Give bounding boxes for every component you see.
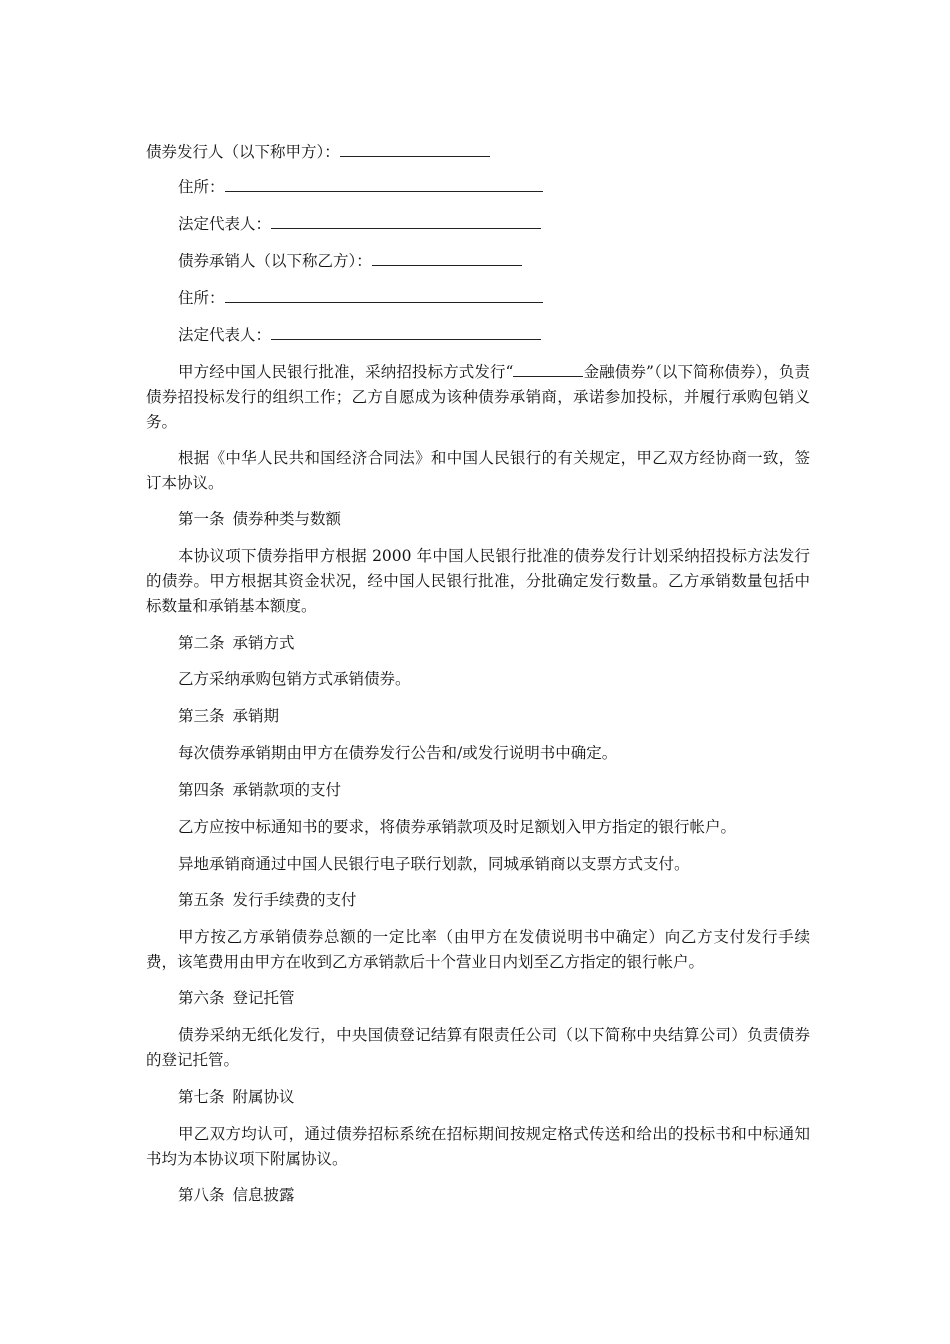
intro-p1-after: 金融债券”（以下简称债券），负责债券招投标发行的组织工作；乙方自愿成为该种债券承销商，承诺参加投标，并履行承购包销义务。 (146, 363, 810, 431)
article-1-heading (178, 508, 341, 531)
article-2-title: 承销方式 (232, 634, 295, 652)
article-6-title: 登记托管 (232, 989, 295, 1007)
article-6-number: 第六条 (178, 989, 225, 1007)
article-1-title: 债券种类与数额 (232, 510, 342, 528)
intro-p1-before: 甲方经中国人民银行批准，采纳招投标方式发行“ (178, 363, 514, 381)
article-4-paragraph-1: 乙方应按中标通知书的要求，将债券承销款项及时足额划入甲方指定的银行帐户。 (178, 818, 737, 836)
article-7-title: 附属协议 (232, 1088, 295, 1106)
intro-paragraph-2: 根据《中华人民共和国经济合同法》和中国人民银行的有关规定，甲乙双方经协商一致，签订本协议。 (146, 449, 810, 492)
article-4-number: 第四条 (178, 781, 225, 799)
underwriter-address-label: 住所： (178, 289, 225, 307)
article-1-number: 第一条 (178, 510, 225, 528)
article-3-heading (178, 705, 279, 728)
article-5-title: 发行手续费的支付 (232, 891, 357, 909)
underwriter-address-blank (225, 287, 543, 303)
underwriter-blank (372, 250, 522, 266)
article-7-paragraph: 甲乙双方均认可，通过债券招标系统在招标期间按规定格式传送和给出的投标书和中标通知书均为本协议项下附属协议。 (146, 1125, 810, 1168)
issuer-rep-label: 法定代表人： (178, 215, 272, 233)
article-4-paragraph-2: 异地承销商通过中国人民银行电子联行划款，同城承销商以支票方式支付。 (178, 855, 690, 873)
article-3-number: 第三条 (178, 707, 225, 725)
underwriter-line (178, 250, 842, 273)
issuer-line (146, 141, 810, 164)
issuer-address-blank (225, 176, 543, 192)
underwriter-rep-line (178, 324, 842, 347)
article-6-paragraph: 债券采纳无纸化发行，中央国债登记结算有限责任公司（以下简称中央结算公司）负责债券的登记托管。 (146, 1026, 810, 1069)
article-5-paragraph: 甲方按乙方承销债券总额的一定比率（由甲方在发债说明书中确定）向乙方支付发行手续费，该笔费用由甲方在收到乙方承销款后十个营业日内划至乙方指定的银行帐户。 (146, 928, 810, 971)
article-3-paragraph: 每次债券承销期由甲方在债券发行公告和/或发行说明书中确定。 (178, 744, 618, 762)
article-6-heading (178, 987, 295, 1010)
article-1-paragraph: 本协议项下债券指甲方根据 2000 年中国人民银行批准的债券发行计划采纳招投标方法发行的债券。甲方根据其资金状况，经中国人民银行批准，分批确定发行数量。乙方承销数量包括中标数量和承销基本额度。 (146, 547, 810, 615)
issuer-address-label: 住所： (178, 178, 225, 196)
underwriter-rep-label: 法定代表人： (178, 326, 272, 344)
issuer-label: 债券发行人（以下称甲方）： (146, 143, 340, 161)
article-3-title: 承销期 (232, 707, 280, 725)
issuer-blank (340, 141, 490, 157)
article-2-number: 第二条 (178, 634, 225, 652)
article-7-number: 第七条 (178, 1088, 225, 1106)
article-4-title: 承销款项的支付 (232, 781, 342, 799)
article-2-heading (178, 632, 295, 655)
article-5-number: 第五条 (178, 891, 225, 909)
underwriter-rep-blank (271, 324, 541, 340)
issuer-rep-line (178, 213, 842, 236)
underwriter-address-line (178, 287, 842, 310)
underwriter-label: 债券承销人（以下称乙方）： (178, 252, 372, 270)
issuer-rep-blank (271, 213, 541, 229)
article-8-number: 第八条 (178, 1186, 225, 1204)
article-5-heading (178, 889, 357, 912)
bond-name-blank (513, 361, 583, 377)
article-8-heading (178, 1184, 295, 1207)
article-7-heading (178, 1086, 295, 1109)
intro-paragraph-1 (146, 360, 810, 435)
article-2-paragraph: 乙方采纳承购包销方式承销债券。 (178, 670, 411, 688)
issuer-address-line (178, 176, 842, 199)
article-8-title: 信息披露 (232, 1186, 295, 1204)
article-4-heading (178, 779, 341, 802)
